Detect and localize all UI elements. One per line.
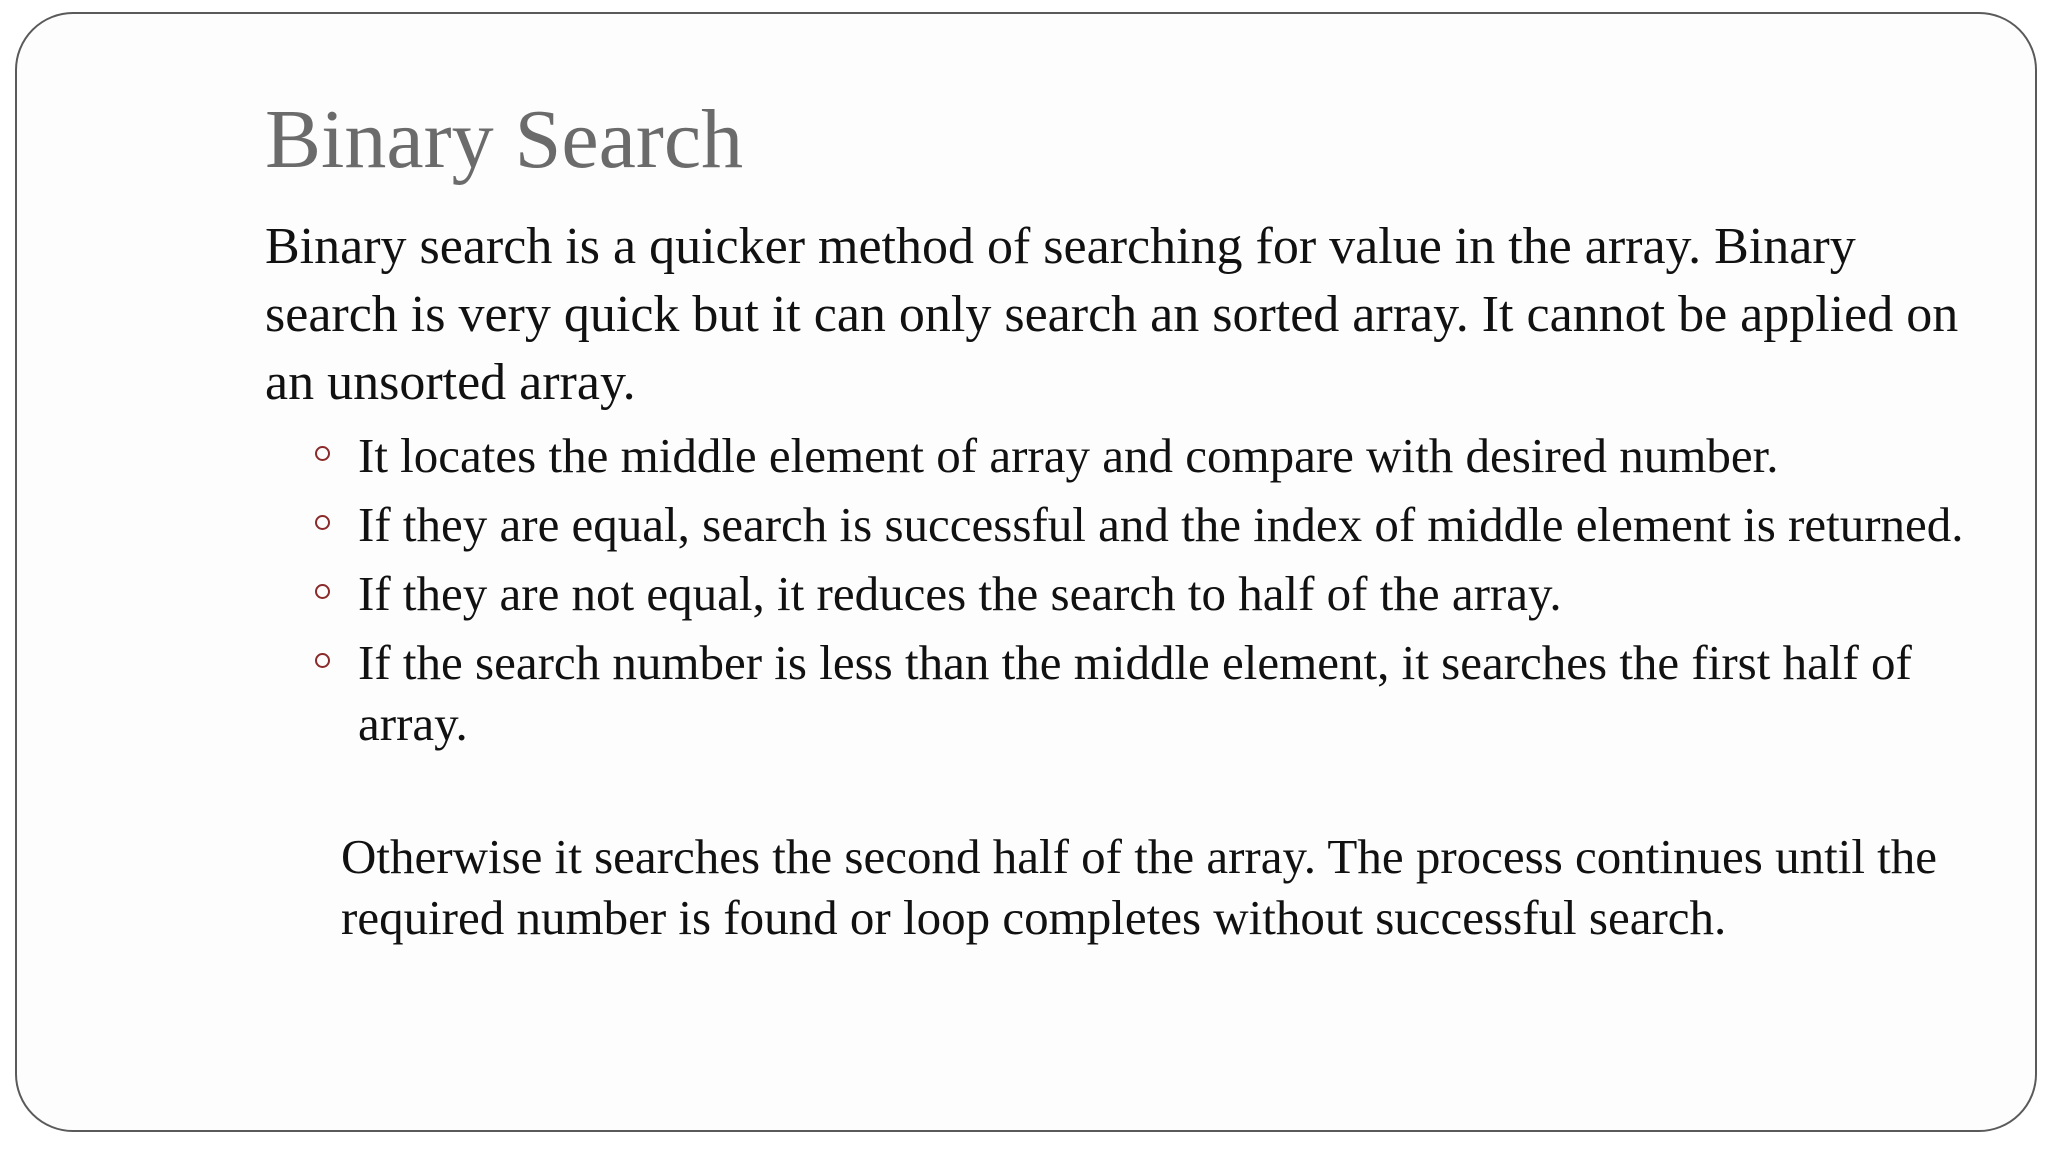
circle-bullet-icon (315, 515, 330, 530)
circle-bullet-icon (315, 446, 330, 461)
circle-bullet-icon (315, 653, 330, 668)
bullet-item (315, 494, 2015, 555)
bullet-list (315, 425, 2015, 762)
continuation-paragraph: Otherwise it searches the second half of the array. The process continues until the required number is found or loop completes without successful search. (341, 829, 1938, 945)
bullet-text: If the search number is less than the middle element, it searches the first half of array. (358, 635, 1912, 751)
circle-bullet-icon (315, 584, 330, 599)
bullet-item (315, 563, 2015, 624)
intro-paragraph: Binary search is a quicker method of searching for value in the array. Binary search is very quick but it can only search an sorted array. It cannot be applied on an unsorted array. (265, 218, 1959, 411)
bullet-text: It locates the middle element of array and compare with desired number. (358, 428, 1779, 483)
bullet-text: If they are equal, search is successful and the index of middle element is returned. (358, 497, 1964, 552)
bullet-item (315, 425, 2015, 486)
bullet-text: If they are not equal, it reduces the search to half of the array. (358, 566, 1562, 621)
bullet-item (315, 632, 2015, 754)
slide-title: Binary Search (265, 93, 744, 186)
